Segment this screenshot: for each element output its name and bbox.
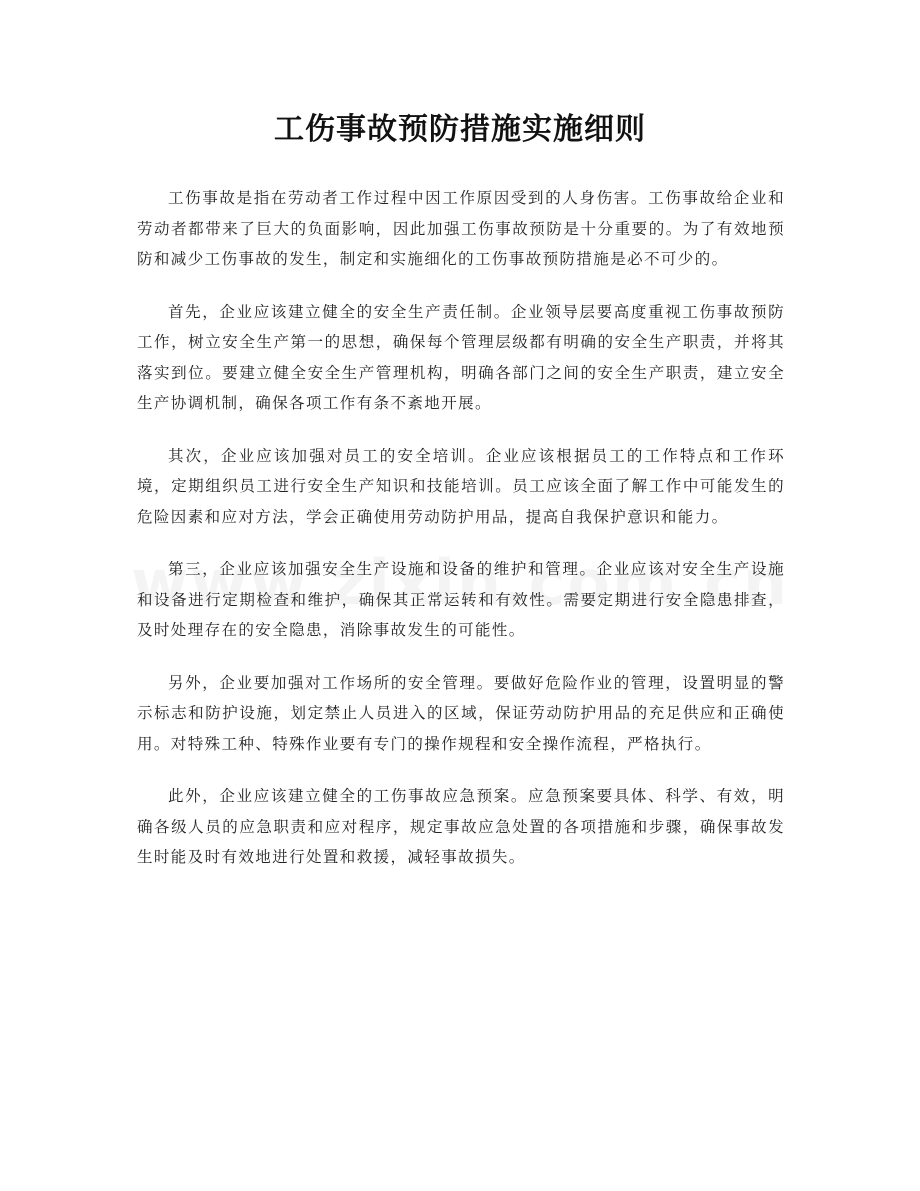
paragraph-intro: 工伤事故是指在劳动者工作过程中因工作原因受到的人身伤害。工伤事故给企业和劳动者都带来了巨大的负面影响，因此加强工伤事故预防是十分重要的。为了有效地预防和减少工伤事故的发生，制定和实施细化的工伤事故预防措施是必不可少的。 [137, 189, 785, 268]
paragraph-emergency: 此外，企业应该建立健全的工伤事故应急预案。应急预案要具体、科学、有效，明确各级人员的应急职责和应对程序，规定事故应急处置的各项措施和步骤，确保事故发生时能及时有效地进行处置和救援，减轻事故损失。 [137, 787, 785, 866]
document-title: 工伤事故预防措施实施细则 [274, 112, 646, 147]
paragraph-equipment: 第三，企业应该加强安全生产设施和设备的维护和管理。企业应该对安全生产设施和设备进行定期检查和维护，确保其正常运转和有效性。需要定期进行安全隐患排查，及时处理存在的安全隐患，消除事故发生的可能性。 [137, 560, 785, 639]
paragraph-training: 其次，企业应该加强对员工的安全培训。企业应该根据员工的工作特点和工作环境，定期组织员工进行安全生产知识和技能培训。员工应该全面了解工作中可能发生的危险因素和应对方法，学会正确使用劳动防护用品，提高自我保护意识和能力。 [137, 446, 785, 526]
document-body [137, 183, 785, 895]
paragraph-workplace: 另外，企业要加强对工作场所的安全管理。要做好危险作业的管理，设置明显的警示标志和防护设施，划定禁止人员进入的区域，保证劳动防护用品的充足供应和正确使用。对特殊工种、特殊作业要有专门的操作规程和安全操作流程，严格执行。 [137, 673, 785, 753]
paragraph-responsibility: 首先，企业应该建立健全的安全生产责任制。企业领导层要高度重视工伤事故预防工作，树立安全生产第一的思想，确保每个管理层级都有明确的安全生产职责，并将其落实到位。要建立健全安全生产管理机构，明确各部门之间的安全生产职责，建立安全生产协调机制，确保各项工作有条不紊地开展。 [137, 302, 785, 412]
